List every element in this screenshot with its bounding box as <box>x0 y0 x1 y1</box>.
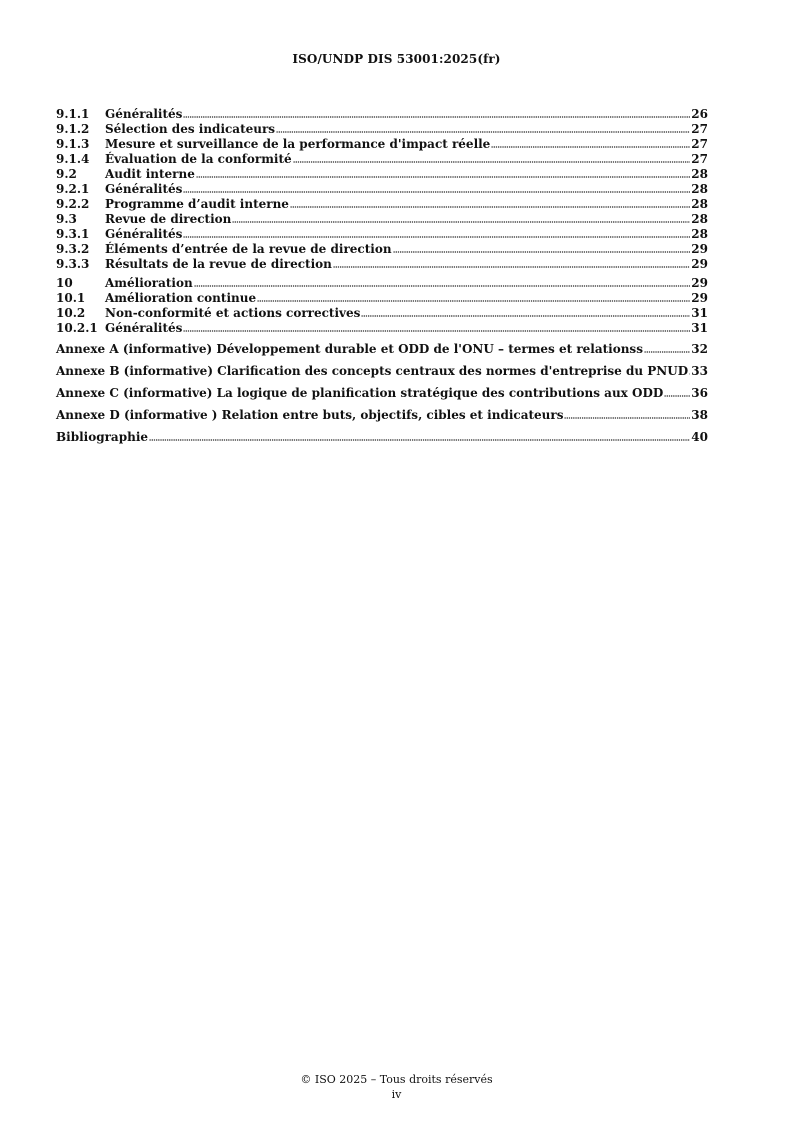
toc-title: Annexe A (informative) Développement durable et ODD de l'ONU – termes et relationss <box>56 342 643 356</box>
copyright-notice: © ISO 2025 – Tous droits réservés <box>300 1073 493 1086</box>
toc-title: Évaluation de la conformité <box>105 152 292 166</box>
toc-page: 28 <box>691 227 708 241</box>
toc-page: 33 <box>691 364 708 378</box>
toc-page: 29 <box>691 276 708 290</box>
toc-entry-9-3[interactable] <box>56 211 708 226</box>
toc-number: 10.2.1 <box>56 321 98 335</box>
toc-page: 28 <box>691 182 708 196</box>
toc-page: 29 <box>691 291 708 305</box>
toc-number: 9.2.1 <box>56 182 90 196</box>
toc-page: 36 <box>691 386 708 400</box>
toc-number: 9.1.1 <box>56 107 90 121</box>
running-header: ISO/UNDP DIS 53001:2025(fr) <box>292 52 501 66</box>
page-footer <box>0 1072 793 1102</box>
toc-entry-annex-d[interactable] <box>56 407 708 423</box>
toc-entry-9-1-3[interactable] <box>56 136 708 151</box>
toc-number: 10.2 <box>56 306 86 320</box>
toc-entry-9-1-4[interactable] <box>56 151 708 166</box>
toc-number: 9.1.2 <box>56 122 90 136</box>
toc-number: 10.1 <box>56 291 86 305</box>
toc-page: 29 <box>691 257 708 271</box>
toc-leader-dots <box>644 342 690 354</box>
toc-leader-dots <box>664 386 690 398</box>
toc-page: 28 <box>691 212 708 226</box>
toc-leader-dots <box>491 137 690 149</box>
toc-title: Généralités <box>105 321 183 335</box>
toc-title: Annexe B (informative) Clarification des concepts centraux des normes d'entreprise du PNUD <box>56 364 689 378</box>
toc-page: 27 <box>691 122 708 136</box>
toc-page: 27 <box>691 152 708 166</box>
toc-number: 9.3.3 <box>56 257 90 271</box>
toc-entry-9-3-3[interactable] <box>56 256 708 271</box>
table-of-contents <box>56 106 708 445</box>
toc-title: Bibliographie <box>56 430 149 444</box>
toc-title: Généralités <box>105 182 183 196</box>
toc-page: 27 <box>691 137 708 151</box>
toc-page: 31 <box>691 321 708 335</box>
toc-leader-dots <box>194 276 691 288</box>
toc-title: Amélioration <box>105 276 193 290</box>
toc-leader-dots <box>257 291 690 303</box>
toc-title: Éléments d’entrée de la revue de direction <box>105 242 392 256</box>
toc-leader-dots <box>293 152 691 164</box>
toc-page: 26 <box>691 107 708 121</box>
toc-title: Sélection des indicateurs <box>105 122 276 136</box>
toc-number: 9.1.4 <box>56 152 90 166</box>
toc-title: Résultats de la revue de direction <box>105 257 332 271</box>
toc-number: 9.3 <box>56 212 77 226</box>
toc-leader-dots <box>183 321 690 333</box>
toc-entry-10-1[interactable] <box>56 290 708 305</box>
toc-title: Revue de direction <box>105 212 232 226</box>
toc-entry-9-2-2[interactable] <box>56 196 708 211</box>
toc-page: 28 <box>691 197 708 211</box>
toc-leader-dots <box>276 122 690 134</box>
toc-leader-dots <box>149 430 690 442</box>
toc-page: 28 <box>691 167 708 181</box>
toc-number: 9.3.2 <box>56 242 90 256</box>
toc-number: 9.1.3 <box>56 137 90 151</box>
toc-entry-9-3-1[interactable] <box>56 226 708 241</box>
toc-title: Mesure et surveillance de la performance d'impact réelle <box>105 137 491 151</box>
toc-entry-9-2-1[interactable] <box>56 181 708 196</box>
toc-leader-dots <box>183 227 690 239</box>
toc-leader-dots <box>290 197 690 209</box>
toc-number: 9.3.1 <box>56 227 90 241</box>
toc-entry-9-1-1[interactable] <box>56 106 708 121</box>
toc-page: 29 <box>691 242 708 256</box>
toc-entry-9-1-2[interactable] <box>56 121 708 136</box>
toc-page: 38 <box>691 408 708 422</box>
toc-entry-annex-c[interactable] <box>56 385 708 401</box>
toc-leader-dots <box>183 107 690 119</box>
toc-leader-dots <box>232 212 690 224</box>
toc-leader-dots <box>361 306 690 318</box>
toc-title: Amélioration continue <box>105 291 257 305</box>
toc-entry-9-3-2[interactable] <box>56 241 708 256</box>
toc-title: Annexe D (informative ) Relation entre buts, objectifs, cibles et indicateurs <box>56 408 564 422</box>
toc-leader-dots <box>196 167 690 179</box>
toc-leader-dots <box>564 408 690 420</box>
toc-entry-10-2-1[interactable] <box>56 320 708 335</box>
toc-title: Généralités <box>105 227 183 241</box>
toc-number: 9.2 <box>56 167 77 181</box>
toc-entry-annex-b[interactable] <box>56 363 708 379</box>
toc-leader-dots <box>393 242 691 254</box>
toc-leader-dots <box>689 364 690 376</box>
toc-entry-10-2[interactable] <box>56 305 708 320</box>
toc-title: Généralités <box>105 107 183 121</box>
toc-title: Non-conformité et actions correctives <box>105 306 361 320</box>
toc-title: Annexe C (informative) La logique de planification stratégique des contributions aux ODD <box>56 386 664 400</box>
toc-page: 32 <box>691 342 708 356</box>
toc-title: Programme d’audit interne <box>105 197 289 211</box>
toc-entry-10[interactable] <box>56 275 708 290</box>
toc-page: 40 <box>691 430 708 444</box>
toc-title: Audit interne <box>105 167 195 181</box>
toc-entry-bibliographie[interactable] <box>56 429 708 445</box>
toc-leader-dots <box>333 257 690 269</box>
toc-number: 10 <box>56 276 73 290</box>
toc-number: 9.2.2 <box>56 197 90 211</box>
toc-leader-dots <box>183 182 690 194</box>
toc-entry-annex-a[interactable] <box>56 341 708 357</box>
toc-entry-9-2[interactable] <box>56 166 708 181</box>
page-number: iv <box>391 1088 402 1101</box>
toc-page: 31 <box>691 306 708 320</box>
